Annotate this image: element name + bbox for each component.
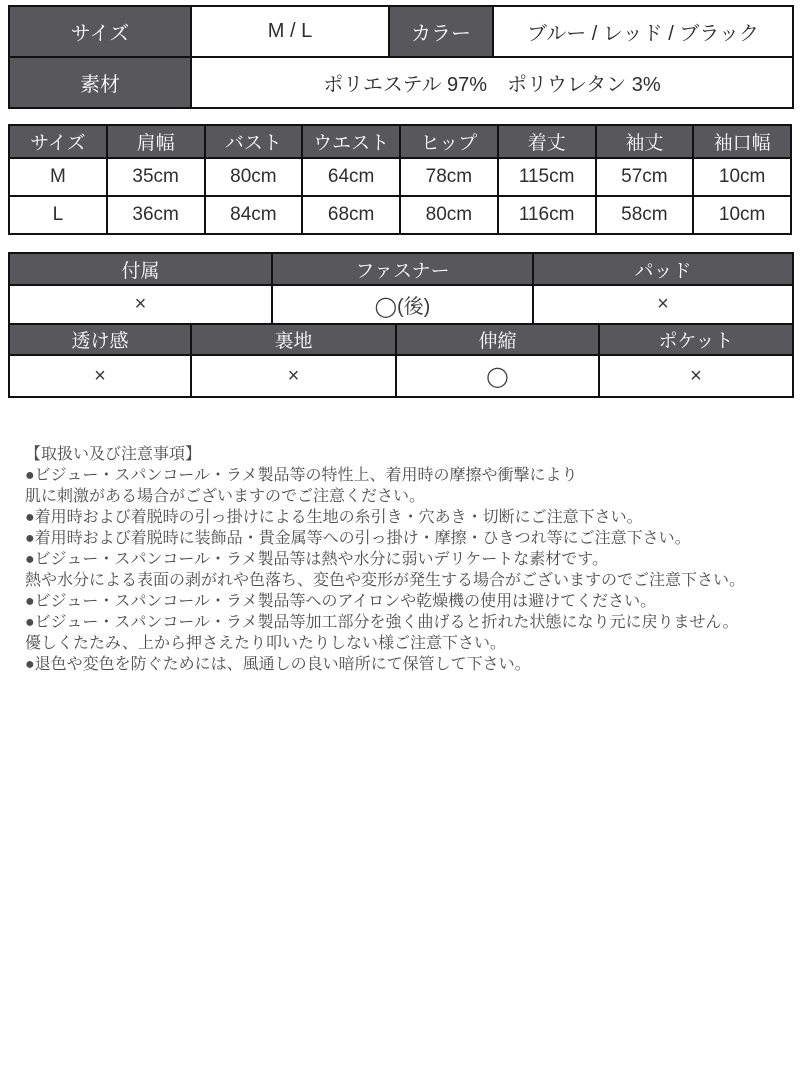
table-row	[9, 57, 793, 108]
lining-value-cell: ×	[191, 355, 396, 397]
measurements-row-m	[9, 158, 791, 196]
measure-cell: 80cm	[400, 196, 498, 234]
material-label-cell: 素材	[9, 57, 191, 108]
size-label-cell: サイズ	[9, 6, 191, 57]
size-name-cell: M	[9, 158, 107, 196]
features1-header-row	[9, 253, 793, 285]
col-header-cuff: 袖口幅	[693, 125, 791, 158]
fastener-value-cell: ◯(後)	[272, 285, 533, 324]
measure-cell: 35cm	[107, 158, 205, 196]
table-row	[9, 6, 793, 57]
care-note-line: ●着用時および着脱時に装飾品・貴金属等への引っ掛け・摩擦・ひきつれ等にご注意下さい。	[25, 530, 691, 547]
measure-cell: 116cm	[498, 196, 596, 234]
col-header-stretch: 伸縮	[396, 324, 599, 355]
care-note-line: ●ビジュー・スパンコール・ラメ製品等加工部分を強く曲げると折れた状態になり元に戻りません。	[25, 614, 739, 631]
features2-header-row	[9, 324, 793, 355]
size-name-cell: L	[9, 196, 107, 234]
features-table-2	[8, 323, 794, 398]
features2-value-row	[9, 355, 793, 397]
measure-cell: 10cm	[693, 158, 791, 196]
care-note-line: ●退色や変色を防ぐためには、風通しの良い暗所にて保管して下さい。	[25, 656, 531, 673]
measure-cell: 58cm	[596, 196, 694, 234]
pad-value-cell: ×	[533, 285, 793, 324]
col-header-lining: 裏地	[191, 324, 396, 355]
size-value-cell: M / L	[191, 6, 389, 57]
col-header-pad: パッド	[533, 253, 793, 285]
col-header-hip: ヒップ	[400, 125, 498, 158]
measure-cell: 10cm	[693, 196, 791, 234]
care-notes-block	[25, 444, 790, 675]
measure-cell: 78cm	[400, 158, 498, 196]
measurements-table	[8, 124, 792, 235]
col-header-pocket: ポケット	[599, 324, 793, 355]
color-value-cell: ブルー / レッド / ブラック	[493, 6, 793, 57]
care-note-line: 優しくたたみ、上から押さえたり叩いたりしない様ご注意下さい。	[25, 635, 506, 652]
material-value-cell: ポリエステル 97% ポリウレタン 3%	[191, 57, 793, 108]
col-header-waist: ウエスト	[302, 125, 400, 158]
measure-cell: 36cm	[107, 196, 205, 234]
care-notes-title: 【取扱い及び注意事項】	[25, 446, 202, 463]
care-note-line: 熱や水分による表面の剥がれや色落ち、変色や変形が発生する場合がございますのでご注意下さい。	[25, 572, 746, 589]
stretch-value-cell: ◯	[396, 355, 599, 397]
col-header-sheerness: 透け感	[9, 324, 191, 355]
measure-cell: 57cm	[596, 158, 694, 196]
col-header-shoulder: 肩幅	[107, 125, 205, 158]
product-info-table	[8, 5, 794, 109]
col-header-size: サイズ	[9, 125, 107, 158]
measurements-header-row	[9, 125, 791, 158]
care-note-line: ●ビジュー・スパンコール・ラメ製品等は熱や水分に弱いデリケートな素材です。	[25, 551, 608, 568]
measure-cell: 68cm	[302, 196, 400, 234]
measure-cell: 115cm	[498, 158, 596, 196]
care-note-line: ●着用時および着脱時の引っ掛けによる生地の糸引き・穴あき・切断にご注意下さい。	[25, 509, 643, 526]
col-header-sleeve: 袖丈	[596, 125, 694, 158]
care-note-line: 肌に刺激がある場合がございますのでご注意ください。	[25, 488, 426, 505]
sheerness-value-cell: ×	[9, 355, 191, 397]
color-label-cell: カラー	[389, 6, 493, 57]
col-header-accessory: 付属	[9, 253, 272, 285]
measure-cell: 64cm	[302, 158, 400, 196]
col-header-fastener: ファスナー	[272, 253, 533, 285]
measure-cell: 84cm	[205, 196, 303, 234]
col-header-bust: バスト	[205, 125, 303, 158]
features1-value-row	[9, 285, 793, 324]
care-note-line: ●ビジュー・スパンコール・ラメ製品等の特性上、着用時の摩擦や衝撃により	[25, 467, 578, 484]
care-note-line: ●ビジュー・スパンコール・ラメ製品等へのアイロンや乾燥機の使用は避けてください。	[25, 593, 657, 610]
pocket-value-cell: ×	[599, 355, 793, 397]
col-header-length: 着丈	[498, 125, 596, 158]
features-table-1	[8, 252, 794, 325]
measure-cell: 80cm	[205, 158, 303, 196]
measurements-row-l	[9, 196, 791, 234]
accessory-value-cell: ×	[9, 285, 272, 324]
